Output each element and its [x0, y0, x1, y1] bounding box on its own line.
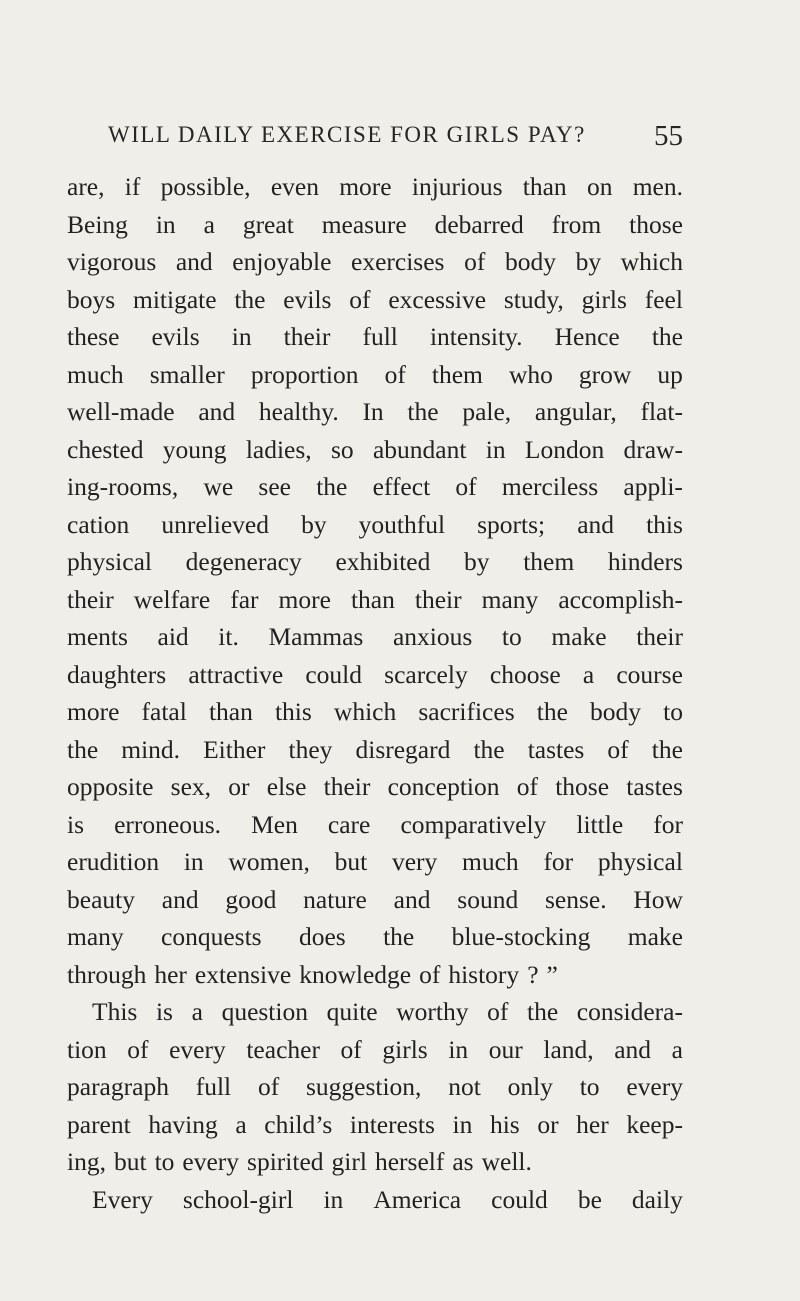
word: the: [526, 997, 559, 1026]
word: erudition: [67, 847, 160, 876]
word: keep-: [626, 1109, 683, 1139]
word: by: [301, 509, 327, 539]
word: vigorous: [67, 247, 157, 276]
word: ?: [527, 959, 539, 989]
word: and: [577, 509, 615, 539]
word: excessive: [388, 284, 487, 314]
word: Every: [92, 1184, 153, 1214]
word: to: [579, 1072, 600, 1101]
word: as: [452, 1147, 474, 1176]
word: than: [522, 172, 567, 201]
text-line: [67, 168, 683, 206]
word: intensity.: [429, 322, 523, 351]
page-number: 55: [654, 120, 683, 152]
text-line: [67, 1031, 683, 1069]
word: for: [543, 847, 574, 876]
word: so: [330, 434, 354, 464]
word: beauty: [67, 884, 135, 914]
word: a: [191, 997, 203, 1026]
word: How: [633, 884, 683, 914]
word: the: [651, 734, 683, 764]
word: school-girl: [182, 1184, 294, 1214]
text-line: [67, 731, 683, 769]
word: not: [448, 1072, 481, 1101]
word: they: [288, 734, 333, 764]
word: for: [653, 809, 683, 839]
text-line: [67, 1143, 683, 1181]
word: America: [373, 1184, 462, 1214]
word: smaller: [149, 359, 225, 389]
word: possible,: [160, 172, 251, 201]
word: only: [507, 1072, 553, 1101]
word: herself: [374, 1147, 445, 1176]
word: by: [575, 247, 602, 276]
word: worthy: [396, 997, 469, 1026]
word: see: [258, 472, 291, 501]
word: sound: [457, 884, 519, 914]
word: aid: [157, 622, 189, 651]
word: in: [231, 322, 252, 351]
word: if: [124, 172, 141, 201]
word: them: [431, 359, 483, 389]
word: them: [523, 547, 575, 576]
word: of: [127, 1034, 149, 1064]
text-line: [67, 693, 683, 731]
word: history: [448, 959, 520, 989]
word: make: [627, 922, 683, 951]
word: her: [576, 1109, 609, 1139]
word: exercises: [351, 247, 445, 276]
word: of: [455, 472, 477, 501]
word: ladies,: [245, 434, 312, 464]
word: Either: [203, 734, 266, 764]
word: spirited: [247, 1147, 324, 1176]
word: great: [242, 209, 294, 239]
word: in: [452, 1109, 473, 1139]
word: by: [464, 547, 490, 576]
word: girl: [331, 1147, 367, 1176]
word: of: [464, 247, 486, 276]
word: good: [225, 884, 277, 914]
word: those: [555, 772, 610, 801]
word: tion: [67, 1034, 107, 1064]
word: their: [636, 622, 683, 651]
word: Men: [251, 809, 298, 839]
text-line: [67, 581, 683, 619]
word: mind.: [121, 734, 181, 764]
word: welfare: [133, 584, 211, 614]
word: is: [67, 809, 85, 839]
word: full: [195, 1072, 232, 1101]
word: the: [67, 734, 99, 764]
word: of: [384, 359, 406, 389]
word: many: [481, 584, 539, 614]
word: unrelieved: [161, 509, 269, 539]
word: the: [234, 284, 266, 314]
word: men.: [632, 172, 683, 201]
word: from: [551, 209, 602, 239]
word: than: [208, 697, 253, 726]
word: ing,: [67, 1147, 106, 1176]
word: these: [67, 322, 120, 351]
word: tastes: [626, 772, 683, 801]
word: the: [536, 697, 568, 726]
word: accomplish-: [558, 584, 683, 614]
text-line: [67, 768, 683, 806]
word: debarred: [434, 209, 524, 239]
word: degeneracy: [185, 547, 302, 576]
word: the: [383, 922, 415, 951]
text-line: [67, 656, 683, 694]
text-line: [67, 1106, 683, 1144]
word: girls: [581, 284, 627, 314]
word: question: [221, 997, 308, 1026]
word: chested: [67, 434, 144, 464]
word: their: [283, 322, 331, 351]
word: conception: [387, 772, 500, 801]
word: very: [391, 847, 438, 876]
word: evils: [151, 322, 200, 351]
text-line: [67, 431, 683, 469]
word: the: [651, 322, 683, 351]
word: erroneous.: [114, 809, 222, 839]
word: choose: [489, 659, 561, 689]
word: we: [203, 472, 234, 501]
word: comparatively: [400, 809, 547, 839]
text-line: [67, 543, 683, 581]
word: which: [333, 697, 397, 726]
word: land,: [543, 1034, 594, 1064]
text-line: [67, 843, 683, 881]
word: In: [362, 397, 384, 426]
word: physical: [597, 847, 683, 876]
text-line: [67, 806, 683, 844]
word: their: [414, 584, 462, 614]
word: grow: [578, 359, 632, 389]
text-line: [67, 243, 683, 281]
word: knowledge: [299, 959, 412, 989]
word: This: [92, 997, 138, 1026]
word: suggestion,: [305, 1072, 422, 1101]
word: of: [419, 959, 441, 989]
word: women,: [228, 847, 310, 876]
word: every: [182, 1147, 240, 1176]
word: cation: [67, 509, 130, 539]
word: mitigate: [132, 284, 217, 314]
running-title: WILL DAILY EXERCISE FOR GIRLS PAY?: [108, 122, 586, 147]
word: anxious: [392, 622, 473, 651]
word: does: [298, 922, 346, 951]
text-line: [67, 618, 683, 656]
word: than: [350, 584, 395, 614]
word: little: [576, 809, 624, 839]
word: girls: [382, 1034, 428, 1064]
word: enjoyable: [232, 247, 332, 276]
text-line: [67, 506, 683, 544]
text-line: [67, 881, 683, 919]
word: who: [508, 359, 553, 389]
word: in: [485, 434, 506, 464]
word: or: [228, 772, 250, 801]
word: on: [586, 172, 613, 201]
word: the: [316, 472, 348, 501]
word: the: [407, 397, 439, 426]
word: of: [349, 284, 371, 314]
word: full: [362, 322, 398, 351]
word: which: [620, 247, 683, 276]
text-line: [67, 356, 683, 394]
word: study,: [503, 284, 564, 314]
word: measure: [321, 209, 407, 239]
word: much: [67, 359, 124, 389]
word: and: [161, 884, 199, 914]
text-line: [67, 393, 683, 431]
word: blue-stocking: [451, 922, 591, 951]
word: through: [67, 959, 147, 989]
word: are,: [67, 172, 105, 201]
word: make: [551, 622, 607, 651]
word: every: [626, 1072, 683, 1101]
word: daily: [631, 1184, 683, 1214]
word: his: [489, 1109, 520, 1139]
word: but: [113, 1147, 147, 1176]
word: considera-: [576, 997, 683, 1026]
word: more: [278, 584, 331, 614]
word: is: [155, 997, 173, 1026]
word: a: [671, 1034, 683, 1064]
word: disregard: [355, 734, 451, 764]
word: this: [646, 509, 683, 539]
word: angular,: [534, 397, 617, 426]
word: more: [67, 697, 120, 726]
word: in: [448, 1034, 469, 1064]
word: body: [504, 247, 556, 276]
word: teacher: [246, 1034, 320, 1064]
word: body: [590, 697, 641, 726]
word: conquests: [161, 922, 262, 951]
word: tastes: [527, 734, 585, 764]
text-line: [67, 206, 683, 244]
word: in: [155, 209, 176, 239]
word: Being: [67, 209, 128, 239]
word: sports;: [477, 509, 546, 539]
word: or: [537, 1109, 559, 1139]
word: evils: [283, 284, 332, 314]
word: more: [339, 172, 392, 201]
word: flat-: [640, 397, 683, 426]
word: feel: [644, 284, 683, 314]
word: injurious: [411, 172, 503, 201]
word: else: [266, 772, 307, 801]
word: many: [67, 922, 124, 951]
word: interests: [349, 1109, 435, 1139]
word: abundant: [372, 434, 467, 464]
word: physical: [67, 547, 152, 576]
text-line: [67, 1068, 683, 1106]
word: effect: [372, 472, 431, 501]
word: a: [582, 659, 595, 689]
word: well.: [481, 1147, 532, 1176]
word: healthy.: [258, 397, 339, 426]
word: could: [491, 1184, 548, 1214]
word: sex,: [170, 772, 212, 801]
word: the: [473, 734, 505, 764]
word: to: [154, 1147, 175, 1176]
word: fatal: [141, 697, 187, 726]
word: hinders: [607, 547, 683, 576]
word: care: [327, 809, 371, 839]
word: but: [334, 847, 368, 876]
word: much: [462, 847, 519, 876]
word: ”: [546, 959, 558, 989]
word: daughters: [67, 659, 167, 689]
word: draw-: [623, 434, 683, 464]
word: to: [501, 622, 522, 651]
word: proportion: [250, 359, 359, 389]
word: and: [198, 397, 236, 426]
word: ing-rooms,: [67, 472, 179, 501]
word: in: [323, 1184, 344, 1214]
word: paragraph: [67, 1072, 169, 1101]
page-header: [108, 120, 683, 156]
word: of: [607, 734, 629, 764]
text-line: [67, 318, 683, 356]
word: scarcely: [384, 659, 468, 689]
text-line: [67, 918, 683, 956]
word: in: [183, 847, 204, 876]
word: far: [230, 584, 259, 614]
word: course: [616, 659, 683, 689]
word: parent: [67, 1109, 131, 1139]
word: of: [516, 772, 538, 801]
word: opposite: [67, 772, 154, 801]
word: even: [270, 172, 319, 201]
word: Mammas: [268, 622, 364, 651]
word: up: [657, 359, 683, 389]
word: it.: [218, 622, 239, 651]
word: her: [154, 959, 187, 989]
word: a: [235, 1109, 247, 1139]
word: their: [67, 584, 114, 614]
word: well-made: [67, 397, 175, 426]
word: quite: [326, 997, 378, 1026]
word: attractive: [188, 659, 284, 689]
word: nature: [303, 884, 367, 914]
body-text: [67, 168, 683, 1218]
word: exhibited: [335, 547, 431, 576]
word: and: [175, 247, 213, 276]
text-line: [67, 956, 683, 994]
word: Hence: [554, 322, 620, 351]
word: sense.: [544, 884, 607, 914]
word: could: [305, 659, 362, 689]
word: extensive: [194, 959, 292, 989]
word: a: [203, 209, 215, 239]
word: be: [577, 1184, 602, 1214]
word: to: [663, 697, 683, 726]
word: youthful: [358, 509, 446, 539]
paragraph-first-line: [67, 1181, 683, 1219]
word: child’s: [264, 1109, 333, 1139]
word: ments: [67, 622, 128, 651]
word: every: [169, 1034, 226, 1064]
word: having: [148, 1109, 218, 1139]
word: and: [614, 1034, 652, 1064]
word: of: [487, 997, 509, 1026]
word: London: [524, 434, 605, 464]
text-line: [67, 281, 683, 319]
word: boys: [67, 284, 116, 314]
word: their: [323, 772, 371, 801]
word: of: [257, 1072, 280, 1101]
word: merciless: [501, 472, 599, 501]
word: those: [629, 209, 683, 239]
word: our: [488, 1034, 523, 1064]
word: young: [162, 434, 227, 464]
word: of: [340, 1034, 362, 1064]
word: sacrifices: [418, 697, 515, 726]
word: pale,: [462, 397, 512, 426]
word: appli-: [623, 472, 683, 501]
paragraph-first-line: [67, 993, 683, 1031]
word: this: [274, 697, 312, 726]
word: and: [393, 884, 431, 914]
text-line: [67, 468, 683, 506]
